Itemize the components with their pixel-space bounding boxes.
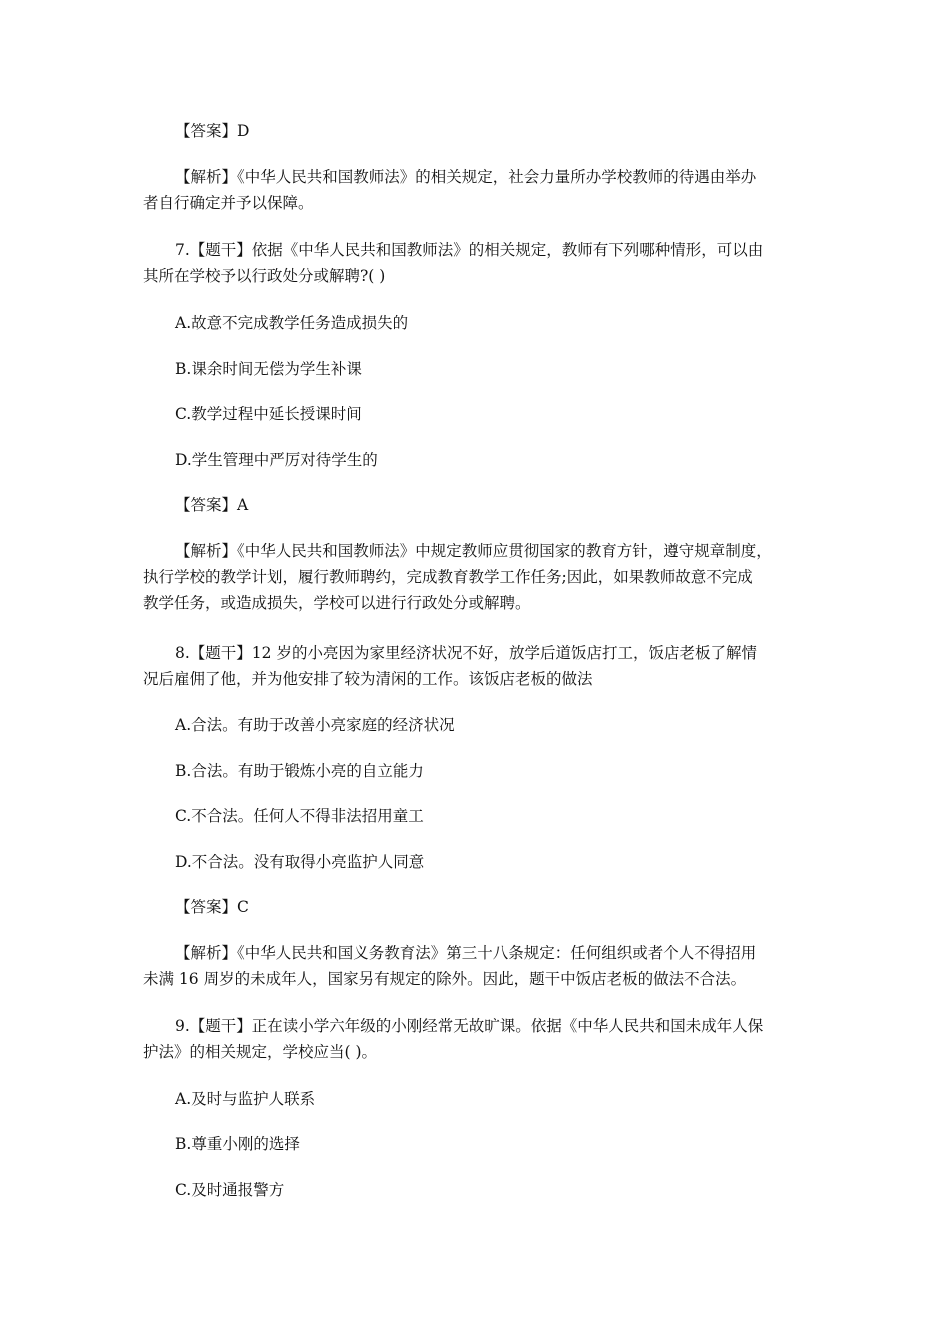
option-text: A.合法。有助于改善小亮家庭的经济状况	[175, 716, 455, 734]
question-8-line-2: 况后雇佣了他，并为他安排了较为清闲的工作。该饭店老板的做法	[143, 670, 593, 688]
answer-7	[143, 492, 808, 518]
question-9-option-c	[143, 1177, 808, 1203]
question-8-option-b	[143, 758, 808, 784]
analysis-8	[143, 940, 808, 992]
option-text: C.教学过程中延长授课时间	[175, 405, 362, 423]
question-7-option-c	[143, 401, 808, 427]
answer-8	[143, 894, 808, 920]
question-7-option-b	[143, 356, 808, 382]
option-text: B.课余时间无偿为学生补课	[175, 360, 362, 378]
question-7-stem	[143, 237, 808, 289]
analysis-6-line-2: 者自行确定并予以保障。	[143, 194, 314, 212]
option-text: C.不合法。任何人不得非法招用童工	[175, 807, 424, 825]
question-7-line-1: 7.【题干】依据《中华人民共和国教师法》的相关规定，教师有下列哪种情形，可以由	[175, 241, 764, 259]
answer-6	[143, 118, 808, 144]
question-7-option-d	[143, 447, 808, 473]
question-8-option-c	[143, 803, 808, 829]
question-7-line-2: 其所在学校予以行政处分或解聘?( )	[143, 267, 386, 285]
analysis-8-line-1: 【解析】《中华人民共和国义务教育法》第三十八条规定：任何组织或者个人不得招用	[175, 944, 757, 962]
option-text: D.学生管理中严厉对待学生的	[175, 451, 378, 469]
question-8-line-1: 8.【题干】12 岁的小亮因为家里经济状况不好，放学后道饭店打工，饭店老板了解情	[175, 644, 757, 662]
analysis-7-line-2: 执行学校的教学计划，履行教师聘约，完成教育教学工作任务;因此，如果教师故意不完成	[143, 568, 753, 586]
analysis-6	[143, 164, 808, 216]
answer-8-text: 【答案】C	[175, 898, 249, 916]
analysis-7	[143, 538, 808, 616]
option-text: B.尊重小刚的选择	[175, 1135, 300, 1153]
question-9-option-a	[143, 1086, 808, 1112]
question-9-line-2: 护法》的相关规定，学校应当( )。	[143, 1043, 378, 1061]
question-8-option-a	[143, 712, 808, 738]
analysis-7-line-3: 教学任务，或造成损失，学校可以进行行政处分或解聘。	[143, 594, 531, 612]
option-text: A.及时与监护人联系	[175, 1090, 316, 1108]
option-text: D.不合法。没有取得小亮监护人同意	[175, 853, 425, 871]
analysis-7-line-1: 【解析】《中华人民共和国教师法》中规定教师应贯彻国家的教育方针，遵守规章制度，	[175, 542, 772, 560]
option-text: C.及时通报警方	[175, 1181, 285, 1199]
question-8-stem	[143, 640, 808, 692]
question-9-line-1: 9.【题干】正在读小学六年级的小刚经常无故旷课。依据《中华人民共和国未成年人保	[175, 1017, 764, 1035]
question-9-stem	[143, 1013, 808, 1065]
option-text: A.故意不完成教学任务造成损失的	[175, 314, 409, 332]
answer-7-text: 【答案】A	[175, 496, 249, 514]
analysis-6-line-1: 【解析】《中华人民共和国教师法》的相关规定，社会力量所办学校教师的待遇由举办	[175, 168, 757, 186]
option-text: B.合法。有助于锻炼小亮的自立能力	[175, 762, 424, 780]
answer-6-text: 【答案】D	[175, 122, 250, 140]
question-8-option-d	[143, 849, 808, 875]
question-7-option-a	[143, 310, 808, 336]
question-9-option-b	[143, 1131, 808, 1157]
analysis-8-line-2: 未满 16 周岁的未成年人，国家另有规定的除外。因此，题干中饭店老板的做法不合法。	[143, 970, 747, 988]
